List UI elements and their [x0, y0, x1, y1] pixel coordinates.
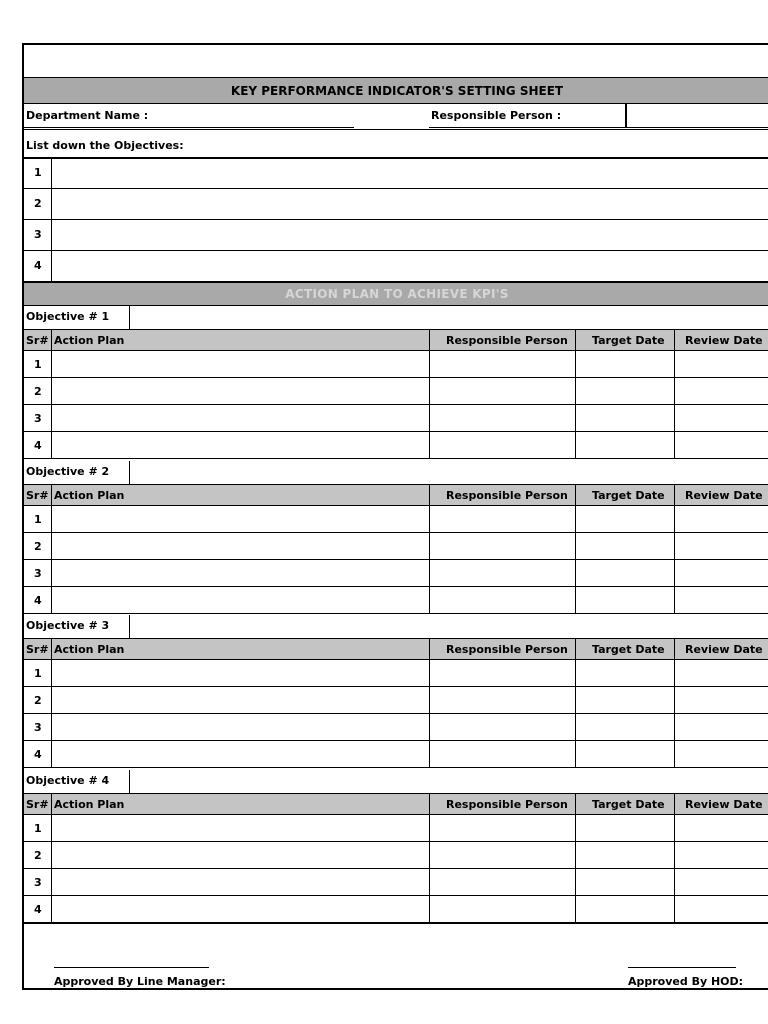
row-number: 4 — [34, 593, 42, 607]
objective-number: 1 — [34, 166, 42, 179]
divider — [575, 741, 576, 767]
divider — [51, 896, 52, 922]
divider — [51, 506, 52, 532]
column-header-action-plan: Action Plan — [54, 643, 125, 656]
divider — [429, 842, 430, 868]
objective-section-label: Objective # 3 — [26, 619, 110, 632]
divider — [575, 432, 576, 458]
divider — [674, 842, 675, 868]
divider — [575, 714, 576, 740]
objective-line[interactable] — [24, 220, 768, 251]
divider — [51, 842, 52, 868]
divider — [429, 506, 430, 532]
row-number: 2 — [34, 539, 42, 553]
divider — [429, 405, 430, 431]
table-row[interactable] — [24, 533, 768, 560]
column-header-review-date: Review Date — [685, 488, 763, 502]
divider — [674, 815, 675, 841]
table-row[interactable] — [24, 432, 768, 459]
divider — [674, 432, 675, 458]
column-header-review-date: Review Date — [685, 797, 763, 811]
kpi-setting-sheet — [22, 43, 768, 990]
divider — [429, 815, 430, 841]
objective-section-label: Objective # 1 — [26, 310, 110, 323]
row-number: 3 — [34, 412, 42, 425]
divider — [674, 741, 675, 767]
table-row[interactable] — [24, 660, 768, 687]
divider — [674, 351, 675, 377]
row-number: 1 — [34, 667, 42, 680]
table-row[interactable] — [24, 587, 768, 614]
divider — [51, 432, 52, 458]
divider — [575, 687, 576, 713]
column-header-responsible-person: Responsible Person — [446, 334, 568, 347]
divider — [51, 815, 52, 841]
column-header-responsible-person: Responsible Person — [446, 797, 568, 811]
divider — [51, 330, 52, 351]
divider — [575, 639, 576, 660]
table-row[interactable] — [24, 815, 768, 842]
row-number: 3 — [34, 566, 42, 580]
row-number: 2 — [34, 694, 42, 707]
column-header-sr: Sr# — [26, 643, 49, 656]
divider — [51, 251, 52, 281]
objective-section-label: Objective # 2 — [26, 464, 110, 478]
divider — [575, 330, 576, 351]
row-number: 2 — [34, 848, 42, 862]
department-name-label: Department Name : — [26, 109, 149, 122]
objective-description-field[interactable] — [130, 461, 768, 484]
divider — [51, 189, 52, 219]
table-row[interactable] — [24, 405, 768, 432]
row-number: 4 — [34, 439, 42, 452]
row-number: 1 — [34, 358, 42, 371]
objective-number: 4 — [34, 259, 42, 272]
row-number: 3 — [34, 721, 42, 734]
divider — [674, 587, 675, 613]
action-plan-table-header — [24, 638, 768, 660]
divider — [674, 794, 675, 815]
divider — [429, 794, 430, 815]
objective-description-field[interactable] — [130, 770, 768, 793]
hod-signature-line[interactable] — [628, 967, 736, 968]
divider — [674, 639, 675, 660]
divider — [51, 660, 52, 686]
objective-description-field[interactable] — [130, 306, 768, 329]
divider — [575, 506, 576, 532]
divider — [575, 815, 576, 841]
objective-line[interactable] — [24, 158, 768, 189]
line-manager-approval-label: Approved By Line Manager: — [54, 975, 226, 988]
divider — [674, 533, 675, 559]
divider — [674, 687, 675, 713]
table-row[interactable] — [24, 378, 768, 405]
divider — [575, 533, 576, 559]
divider — [51, 560, 52, 586]
row-number: 4 — [34, 902, 42, 916]
divider — [24, 922, 768, 924]
department-name-field[interactable] — [24, 127, 354, 128]
divider — [575, 869, 576, 895]
action-plan-table-header — [24, 484, 768, 506]
divider — [429, 587, 430, 613]
divider — [429, 714, 430, 740]
row-number: 1 — [34, 821, 42, 835]
objective-description-field[interactable] — [130, 615, 768, 638]
divider — [51, 741, 52, 767]
table-row[interactable] — [24, 560, 768, 587]
divider — [674, 330, 675, 351]
column-header-action-plan: Action Plan — [54, 488, 125, 502]
column-header-responsible-person: Responsible Person — [446, 488, 568, 502]
divider — [429, 660, 430, 686]
divider — [575, 485, 576, 506]
column-header-review-date: Review Date — [685, 334, 763, 347]
row-number: 3 — [34, 875, 42, 889]
divider — [51, 687, 52, 713]
column-header-responsible-person: Responsible Person — [446, 643, 568, 656]
divider — [51, 378, 52, 404]
divider — [674, 896, 675, 922]
column-header-action-plan: Action Plan — [54, 797, 125, 811]
table-row[interactable] — [24, 687, 768, 714]
divider — [429, 485, 430, 506]
divider — [575, 842, 576, 868]
divider — [429, 351, 430, 377]
divider — [51, 485, 52, 506]
hod-approval-label: Approved By HOD: — [628, 975, 744, 988]
action-plan-table-header — [24, 793, 768, 815]
table-row[interactable] — [24, 842, 768, 869]
divider — [429, 432, 430, 458]
responsible-person-field[interactable] — [625, 104, 768, 128]
column-header-sr: Sr# — [26, 488, 49, 502]
column-header-sr: Sr# — [26, 334, 49, 347]
table-row[interactable] — [24, 506, 768, 533]
line-manager-signature-line[interactable] — [54, 967, 209, 968]
sheet-title: KEY PERFORMANCE INDICATOR'S SETTING SHEET — [24, 77, 768, 104]
divider — [51, 794, 52, 815]
row-number: 2 — [34, 385, 42, 398]
column-header-target-date: Target Date — [592, 643, 665, 656]
divider — [429, 741, 430, 767]
divider — [674, 560, 675, 586]
divider — [674, 485, 675, 506]
column-header-target-date: Target Date — [592, 334, 665, 347]
action-plan-table-header — [24, 329, 768, 351]
divider — [429, 330, 430, 351]
divider — [51, 220, 52, 250]
divider — [51, 714, 52, 740]
divider — [51, 639, 52, 660]
divider — [674, 405, 675, 431]
divider — [51, 158, 52, 188]
responsible-person-label: Responsible Person : — [431, 109, 562, 122]
divider — [674, 506, 675, 532]
divider — [575, 378, 576, 404]
table-row[interactable] — [24, 869, 768, 896]
divider — [429, 896, 430, 922]
responsible-person-underline — [429, 127, 625, 128]
divider — [575, 896, 576, 922]
table-row[interactable] — [24, 896, 768, 923]
objective-line[interactable] — [24, 251, 768, 282]
row-number: 4 — [34, 748, 42, 761]
divider — [674, 869, 675, 895]
table-row[interactable] — [24, 351, 768, 378]
objective-number: 3 — [34, 228, 42, 241]
divider — [24, 129, 768, 130]
column-header-review-date: Review Date — [685, 643, 763, 656]
objective-line[interactable] — [24, 189, 768, 220]
column-header-sr: Sr# — [26, 797, 49, 811]
objective-section-label: Objective # 4 — [26, 773, 110, 787]
row-number: 1 — [34, 512, 42, 526]
divider — [674, 660, 675, 686]
column-header-action-plan: Action Plan — [54, 334, 125, 347]
objectives-list-label: List down the Objectives: — [26, 139, 184, 152]
divider — [429, 560, 430, 586]
divider — [575, 794, 576, 815]
divider — [429, 378, 430, 404]
divider — [51, 405, 52, 431]
divider — [429, 533, 430, 559]
column-header-target-date: Target Date — [592, 797, 665, 811]
divider — [674, 714, 675, 740]
table-row[interactable] — [24, 741, 768, 768]
table-row[interactable] — [24, 714, 768, 741]
divider — [429, 639, 430, 660]
objective-number: 2 — [34, 197, 42, 210]
action-plan-title: ACTION PLAN TO ACHIEVE KPI'S — [24, 282, 768, 306]
divider — [575, 351, 576, 377]
divider — [575, 587, 576, 613]
divider — [51, 869, 52, 895]
divider — [429, 687, 430, 713]
divider — [575, 405, 576, 431]
divider — [51, 587, 52, 613]
divider — [429, 869, 430, 895]
divider — [575, 660, 576, 686]
divider — [575, 560, 576, 586]
divider — [51, 533, 52, 559]
divider — [51, 351, 52, 377]
column-header-target-date: Target Date — [592, 488, 665, 502]
divider — [674, 378, 675, 404]
